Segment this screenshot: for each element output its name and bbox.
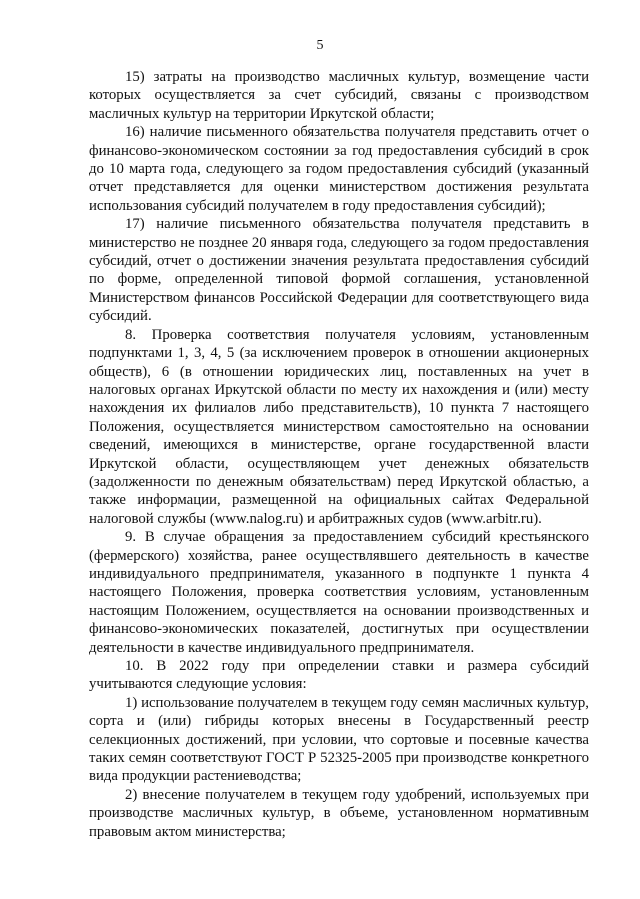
paragraph-condition-1: 1) использование получателем в текущем году семян масличных культур, сорта и (или) гибриды которых внесены в Государственный реестр селекционных достижений, при условии, что сортовые и посевные качества таких семян соответствуют ГОСТ Р 52325-2005 при производстве конкретного вида продукции растениеводства; bbox=[89, 694, 589, 785]
paragraph-clause-10: 10. В 2022 году при определении ставки и размера субсидий учитываются следующие условия: bbox=[89, 658, 589, 693]
paragraph-item-17: 17) наличие письменного обязательства получателя представить в министерство не позднее 20 января года, следующего за годом предоставления субсидий, отчет о достижении значения результата предоставления субсидий по форме, определенной типовой формой соглашения, установленной Министерством финансов Российской Федерации для соответствующего вида субсидий. bbox=[89, 216, 589, 325]
paragraph-item-15: 15) затраты на производство масличных культур, возмещение части которых осуществляется за счет субсидий, связаны с производством масличных культур на территории Иркутской области; bbox=[89, 69, 589, 122]
paragraph-condition-2: 2) внесение получателем в текущем году удобрений, используемых при производстве масличных культур, в объеме, установленном нормативным правовым актом министерства; bbox=[89, 786, 589, 840]
document-body bbox=[89, 68, 589, 841]
paragraph-clause-8: 8. Проверка соответствия получателя условиям, установленным подпунктами 1, 3, 4, 5 (за исключением проверок в отношении акционерных обществ), 6 (в отношении юридических лиц, поставленных на учет в налоговых органах Иркутской области по месту их нахождения и (или) месту нахождения их филиалов либо представительств), 10 пункта 7 настоящего Положения, осуществляется министерством самостоятельно на основании сведений, имеющихся в министерстве, органе государственной власти Иркутской области, осуществляющем учет денежных обязательств (задолженности по денежным обязательствам) перед Иркутской областью, а также информации, размещенной на официальных сайтах Федеральной налоговой службы (www.nalog.ru) и арбитражных судов (www.arbitr.ru). bbox=[89, 326, 589, 527]
paragraph-item-16: 16) наличие письменного обязательства получателя представить отчет о финансово-экономическом состоянии за год предоставления субсидий в срок до 10 марта года, следующего за годом предоставления субсидий (указанный отчет представляется для оценки министерством достижения результата использования субсидий получателем в году предоставления субсидий); bbox=[89, 124, 589, 214]
page-number: 5 bbox=[316, 38, 324, 53]
paragraph-clause-9: 9. В случае обращения за предоставлением субсидий крестьянского (фермерского) хозяйства, ранее осуществлявшего деятельность в качестве индивидуального предпринимателя, указанного в подпункте 1 пункта 4 настоящего Положения, проверка соответствия условиям, установленным настоящим Положением, осуществляется на основании производственных и финансово-экономических показателей, достигнутых при осуществлении деятельности в качестве индивидуального предпринимателя. bbox=[89, 529, 589, 656]
